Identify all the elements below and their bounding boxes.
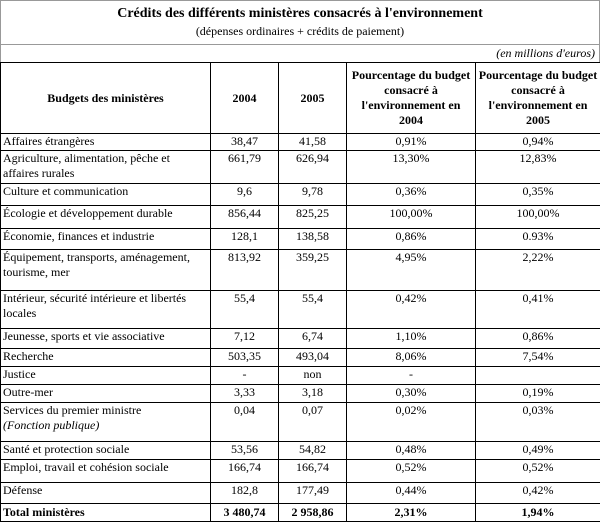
pct-2004: 0,52%	[347, 460, 476, 483]
ministry-name-text: Emploi, travail et cohésion sociale	[3, 460, 169, 474]
table-row	[1, 229, 600, 250]
pct-2005: 12,83%	[476, 151, 600, 184]
pct-2005: 0,52%	[476, 460, 600, 483]
value-2005: 626,94	[279, 151, 347, 184]
pct-2004: 4,95%	[347, 250, 476, 291]
total-row	[1, 504, 600, 522]
pct-2005	[476, 367, 600, 385]
value-2005: 9,78	[279, 184, 347, 206]
pct-2004: 0,42%	[347, 291, 476, 329]
value-2005: 493,04	[279, 349, 347, 367]
value-2004: 53,56	[211, 442, 279, 460]
ministry-name	[1, 250, 211, 291]
table-row	[1, 250, 600, 291]
ministry-name-text: Affaires étrangères	[3, 134, 94, 148]
ministry-name-text: Services du premier ministre	[3, 403, 141, 417]
value-2005: non	[279, 367, 347, 385]
table-row	[1, 460, 600, 483]
header-pct-2004: Pourcentage du budget consacré à l'environnement en 2004	[347, 63, 476, 134]
pct-2004: 0,36%	[347, 184, 476, 206]
pct-2005: 0,19%	[476, 385, 600, 403]
table-row	[1, 184, 600, 206]
ministry-name-text: Culture et communication	[3, 184, 128, 198]
pct-2005: 2,22%	[476, 250, 600, 291]
pct-2004: 0,44%	[347, 483, 476, 504]
pct-2005: 0,86%	[476, 329, 600, 349]
value-2004: 813,92	[211, 250, 279, 291]
pct-2004: 8,06%	[347, 349, 476, 367]
header-row	[1, 63, 600, 134]
value-2005: 825,25	[279, 206, 347, 229]
value-2005: 359,25	[279, 250, 347, 291]
ministry-name-text: Économie, finances et industrie	[3, 229, 154, 243]
value-2004: 55,4	[211, 291, 279, 329]
value-2004: -	[211, 367, 279, 385]
pct-2004: 100,00%	[347, 206, 476, 229]
ministry-name	[1, 329, 211, 349]
value-2005: 55,4	[279, 291, 347, 329]
budget-table	[0, 62, 600, 522]
ministry-name-text: Agriculture, alimentation, pêche et affaires rurales	[3, 151, 170, 180]
pct-2005: 0,35%	[476, 184, 600, 206]
value-2004: 7,12	[211, 329, 279, 349]
ministry-name-text: Équipement, transports, aménagement, tourisme, mer	[3, 250, 190, 279]
table-row	[1, 206, 600, 229]
ministry-name	[1, 483, 211, 504]
value-2004: 0,04	[211, 403, 279, 442]
value-2004: 38,47	[211, 134, 279, 151]
table-row	[1, 134, 600, 151]
table-row	[1, 291, 600, 329]
value-2004: 856,44	[211, 206, 279, 229]
header-2004: 2004	[211, 63, 279, 134]
ministry-name-text: Santé et protection sociale	[3, 442, 129, 456]
pct-2005: 100,00%	[476, 206, 600, 229]
total-pct-2005: 1,94%	[476, 504, 600, 522]
table-row	[1, 385, 600, 403]
value-2005: 177,49	[279, 483, 347, 504]
ministry-name	[1, 349, 211, 367]
ministry-name	[1, 151, 211, 184]
ministry-name	[1, 291, 211, 329]
ministry-name	[1, 206, 211, 229]
header-pct-2005: Pourcentage du budget consacré à l'environnement en 2005	[476, 63, 600, 134]
pct-2004: 0,91%	[347, 134, 476, 151]
pct-2004: 0,30%	[347, 385, 476, 403]
value-2004: 3,33	[211, 385, 279, 403]
ministry-name	[1, 442, 211, 460]
header-2005: 2005	[279, 63, 347, 134]
total-pct-2004: 2,31%	[347, 504, 476, 522]
pct-2005: 0,03%	[476, 403, 600, 442]
ministry-name-text: Recherche	[3, 349, 54, 363]
ministry-name	[1, 460, 211, 483]
table-title: Crédits des différents ministères consacrés à l'environnement	[1, 6, 599, 22]
table-title-box	[0, 0, 600, 45]
pct-2004: 0,48%	[347, 442, 476, 460]
ministry-name-text: Justice	[3, 367, 36, 381]
table-row	[1, 483, 600, 504]
pct-2004: 13,30%	[347, 151, 476, 184]
pct-2004: 1,10%	[347, 329, 476, 349]
value-2005: 41,58	[279, 134, 347, 151]
unit-note: (en millions d'euros)	[0, 44, 600, 63]
table-row	[1, 349, 600, 367]
value-2004: 128,1	[211, 229, 279, 250]
value-2004: 661,79	[211, 151, 279, 184]
ministry-name	[1, 403, 211, 442]
table-row	[1, 151, 600, 184]
table-row	[1, 367, 600, 385]
pct-2005: 0.93%	[476, 229, 600, 250]
pct-2004: -	[347, 367, 476, 385]
value-2005: 0,07	[279, 403, 347, 442]
header-ministry: Budgets des ministères	[1, 63, 211, 134]
pct-2005: 0,42%	[476, 483, 600, 504]
ministry-subname: (Fonction publique)	[3, 418, 99, 432]
value-2005: 6,74	[279, 329, 347, 349]
pct-2004: 0,02%	[347, 403, 476, 442]
table-row	[1, 403, 600, 442]
table-row	[1, 329, 600, 349]
value-2005: 138,58	[279, 229, 347, 250]
value-2004: 503,35	[211, 349, 279, 367]
ministry-name	[1, 134, 211, 151]
ministry-name-text: Défense	[3, 483, 42, 497]
table-row	[1, 442, 600, 460]
value-2005: 3,18	[279, 385, 347, 403]
ministry-name-text: Outre-mer	[3, 385, 53, 399]
ministry-name-text: Écologie et développement durable	[3, 206, 173, 220]
value-2004: 182,8	[211, 483, 279, 504]
total-2005: 2 958,86	[279, 504, 347, 522]
ministry-name	[1, 184, 211, 206]
table-subtitle: (dépenses ordinaires + crédits de paiement)	[1, 24, 599, 39]
pct-2005: 7,54%	[476, 349, 600, 367]
total-label: Total ministères	[1, 504, 211, 522]
ministry-name-text: Intérieur, sécurité intérieure et libertés locales	[3, 291, 186, 320]
pct-2005: 0,49%	[476, 442, 600, 460]
value-2005: 166,74	[279, 460, 347, 483]
total-2004: 3 480,74	[211, 504, 279, 522]
value-2005: 54,82	[279, 442, 347, 460]
ministry-name	[1, 385, 211, 403]
pct-2005: 0,94%	[476, 134, 600, 151]
ministry-name	[1, 229, 211, 250]
ministry-name-text: Jeunesse, sports et vie associative	[3, 329, 165, 343]
ministry-name	[1, 367, 211, 385]
pct-2005: 0,41%	[476, 291, 600, 329]
value-2004: 9,6	[211, 184, 279, 206]
value-2004: 166,74	[211, 460, 279, 483]
pct-2004: 0,86%	[347, 229, 476, 250]
